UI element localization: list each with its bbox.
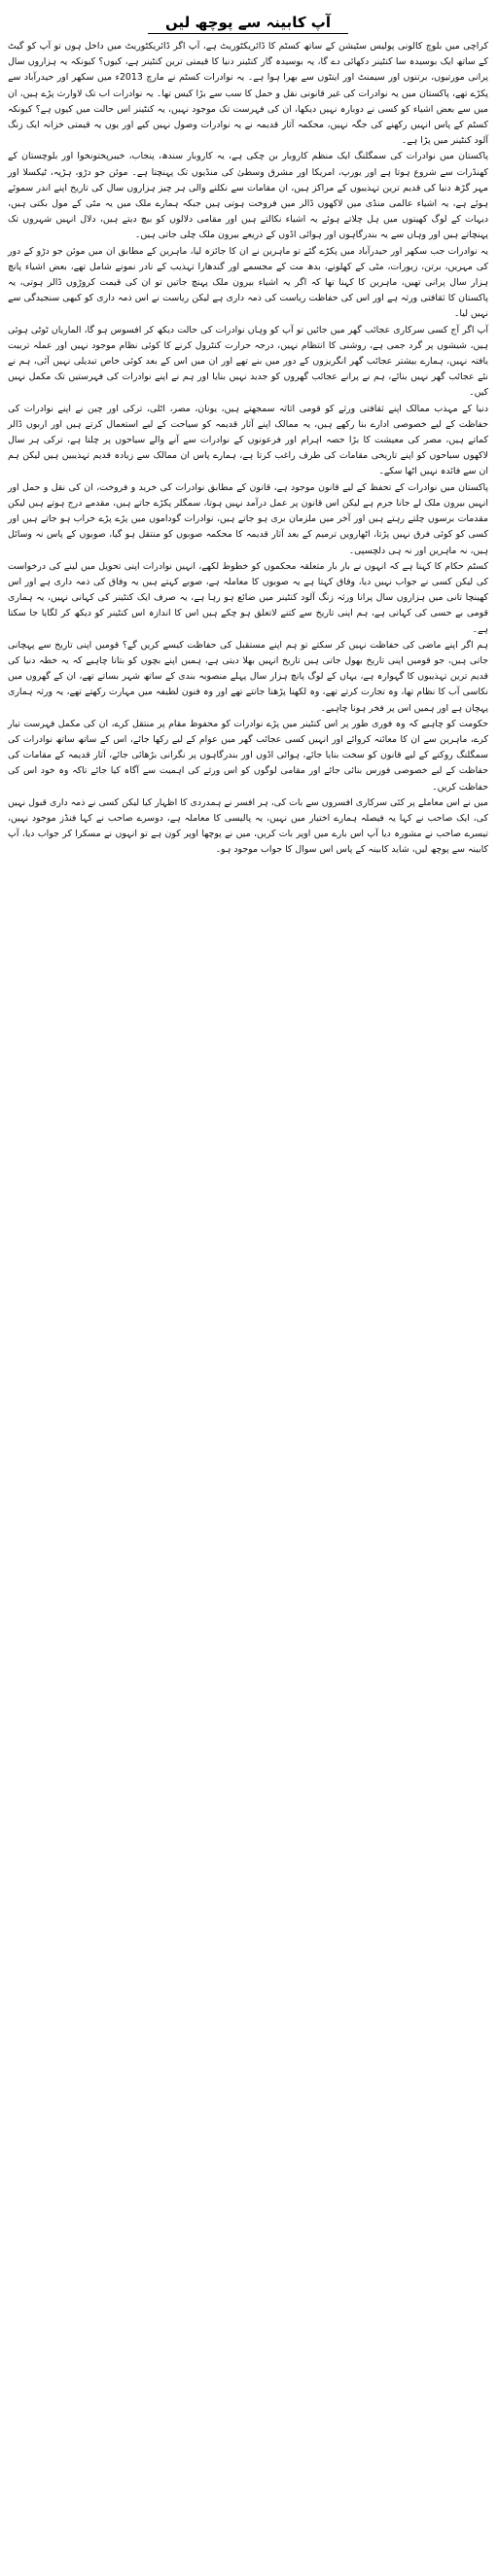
- article-paragraph: آپ اگر آج کسی سرکاری عجائب گھر میں جائیں تو آپ کو وہاں نوادرات کی حالت دیکھ کر افسوس ہو گا، الماریاں ٹوٹی ہوئی ہیں، شیشوں پر گرد جمی ہے، روشنی کا انتظام نہیں، درجہ حرارت کنٹرول کرنے کا کوئی نظام موجود نہیں اور عملہ تربیت یافتہ نہیں، ہمارے بیشتر عجائب گھر انگریزوں کے دور میں بنے تھے اور ان میں اس کے بعد کوئی خاص تبدیلی نہیں آئی، ہم نے نئے عجائب گھر نہیں بنائے، ہم نے پرانے عجائب گھروں کو جدید نہیں بنایا اور ہم نے اپنے نوادرات کی فہرستیں تک مکمل نہیں کیں۔: [8, 324, 488, 399]
- article-paragraph: کراچی میں بلوچ کالونی پولیس سٹیشن کے ساتھ کسٹم کا ڈائریکٹوریٹ ہے، آپ اگر ڈائریکٹوریٹ میں داخل ہوں تو آپ کو گیٹ کے ساتھ ایک بوسیدہ سا کنٹینر دکھائی دے گا، یہ بوسیدہ گار کنٹینر دنیا کا قیمتی ترین کنٹینر ہے، کیوں؟ کیونکہ یہ ہزاروں سال پرانی مورتیوں، برتنوں اور سیمنٹ اور اینٹوں سے بھرا ہوا ہے۔ یہ نوادرات کسٹم نے مارچ 2013ء میں سکھر اور حیدرآباد سے پکڑے تھے، پاکستان میں یہ نوادرات کی غیر قانونی نقل و حمل کا سب سے بڑا کیس تھا۔ یہ نوادرات اب تک لاوارث پڑے ہیں، ان میں سے بعض اشیاء کو کسی نے دوبارہ نہیں دیکھا، ان کی فہرست تک موجود نہیں، یہ کنٹینر اس حالت میں کیوں ہے؟ کیونکہ کسٹم کے پاس انہیں رکھنے کی جگہ نہیں، محکمہ آثار قدیمہ نے یہ نوادرات وصول نہیں کیے اور یوں یہ قیمتی خزانہ ایک زنگ آلود کنٹینر میں پڑا ہے۔: [8, 41, 488, 147]
- article-paragraph: یہ نوادرات جب سکھر اور حیدرآباد میں پکڑے گئے تو ماہرین نے ان کا جائزہ لیا، ماہرین کے مطابق ان میں موئن جو دڑو کے دور کی مہریں، برتن، زیورات، مٹی کے کھلونے، بدھ مت کے مجسمے اور گندھارا تہذیب کے نادر نمونے شامل تھے، بعض اشیاء پانچ ہزار سال پرانی تھیں، ماہرین کا کہنا تھا کہ اگر یہ اشیاء بیرون ملک پہنچ جاتیں تو ان کی قیمت کروڑوں ڈالر ہوتی، یہ پاکستان کا ثقافتی ورثہ ہے اور اس کی حفاظت ریاست کی ذمہ داری ہے لیکن ریاست نے اس ذمہ داری کو کبھی سنجیدگی سے نہیں لیا۔: [8, 245, 488, 320]
- article-paragraph: پاکستان میں نوادرات کی سمگلنگ ایک منظم کاروبار بن چکی ہے، یہ کاروبار سندھ، پنجاب، خیبرپختونخوا اور بلوچستان کے کھنڈرات سے شروع ہوتا ہے اور یورپ، امریکا اور مشرق وسطیٰ کی منڈیوں تک پہنچتا ہے۔ موئن جو دڑو، ہڑپہ، ٹیکسلا اور مہر گڑھ دنیا کی قدیم ترین تہذیبوں کے مراکز ہیں، ان مقامات سے نکلنے والی ہر چیز ہزاروں سال کی تاریخ اپنے اندر سموئے ہوئے ہے، یہ اشیاء عالمی منڈی میں لاکھوں ڈالر میں فروخت ہوتی ہیں جبکہ ہمارے ملک میں یہ مٹی کے مول بکتی ہیں، دیہات کے لوگ کھیتوں میں ہل چلاتے ہوئے یہ اشیاء نکالتے ہیں اور مقامی دلالوں کو بیچ دیتے ہیں، دلال انہیں شہروں تک پہنچاتے ہیں اور وہاں سے یہ بندرگاہوں اور ہوائی اڈوں کے ذریعے بیرون ملک چلی جاتی ہیں۔: [8, 151, 488, 241]
- article-paragraph: پاکستان میں نوادرات کے تحفظ کے لیے قانون موجود ہے، قانون کے مطابق نوادرات کی خرید و فروخت، ان کی نقل و حمل اور انہیں بیرون ملک لے جانا جرم ہے لیکن اس قانون پر عمل درآمد نہیں ہوتا، سمگلر پکڑے جاتے ہیں، مقدمے درج ہوتے ہیں لیکن مقدمات برسوں چلتے رہتے ہیں اور آخر میں ملزمان بری ہو جاتے ہیں، نوادرات گوداموں میں پڑے پڑے خراب ہو جاتے ہیں اور کسی کو کوئی فرق نہیں پڑتا، اٹھارویں ترمیم کے بعد آثار قدیمہ کا محکمہ صوبوں کو منتقل ہو گیا، صوبوں کے پاس نہ وسائل ہیں، نہ ماہرین اور نہ ہی دلچسپی۔: [8, 481, 488, 556]
- article-paragraph: حکومت کو چاہیے کہ وہ فوری طور پر اس کنٹینر میں پڑے نوادرات کو محفوظ مقام پر منتقل کرے، ان کی مکمل فہرست تیار کرے، ماہرین سے ان کا معائنہ کروائے اور انہیں کسی عجائب گھر میں عوام کے لیے رکھا جائے، اس کے ساتھ ساتھ نوادرات کی سمگلنگ روکنے کے لیے قانون کو سخت بنایا جائے، ہوائی اڈوں اور بندرگاہوں پر نگرانی بڑھائی جائے، آثار قدیمہ کے مقامات کی حفاظت کے لیے خصوصی فورس بنائی جائے اور مقامی لوگوں کو اس ورثے کی اہمیت سے آگاہ کیا جائے تاکہ وہ خود اس کی حفاظت کریں۔: [8, 718, 488, 793]
- article-paragraph: میں نے اس معاملے پر کئی سرکاری افسروں سے بات کی، ہر افسر نے ہمدردی کا اظہار کیا لیکن کسی نے ذمہ داری قبول نہیں کی، ایک صاحب نے کہا یہ فیصلہ ہمارے اختیار میں نہیں، یہ پالیسی کا معاملہ ہے، دوسرے صاحب نے کہا فنڈز موجود نہیں، تیسرے صاحب نے مشورہ دیا آپ اس بارے میں اوپر بات کریں، میں نے پوچھا اوپر کون ہے تو انہوں نے مسکرا کر جواب دیا، آپ کابینہ سے پوچھ لیں، شاید کابینہ کے پاس اس سوال کا جواب موجود ہو۔: [8, 796, 488, 856]
- article-paragraph: ہم اگر اپنے ماضی کی حفاظت نہیں کر سکتے تو ہم اپنے مستقبل کی حفاظت کیسے کریں گے؟ قومیں اپنی تاریخ سے پہچانی جاتی ہیں، جو قومیں اپنی تاریخ بھول جاتی ہیں تاریخ انہیں بھلا دیتی ہے، ہمیں اپنے بچوں کو بتانا چاہیے کہ یہ خطہ دنیا کی قدیم ترین تہذیبوں کا گہوارہ ہے، یہاں کے لوگ پانچ ہزار سال پہلے منصوبہ بندی کے ساتھ شہر بساتے تھے، ان کے گھروں میں نکاسی آب کا نظام تھا، وہ تجارت کرتے تھے، وہ لکھنا پڑھنا جانتے تھے اور وہ فنون لطیفہ میں مہارت رکھتے تھے، یہ ورثہ ہماری پہچان ہے اور ہمیں اس پر فخر ہونا چاہیے۔: [8, 639, 488, 714]
- article-paragraph: دنیا کے مہذب ممالک اپنے ثقافتی ورثے کو قومی اثاثہ سمجھتے ہیں، یونان، مصر، اٹلی، ترکی اور چین نے اپنے نوادرات کی حفاظت کے لیے خصوصی ادارے بنا رکھے ہیں، یہ ممالک اپنے آثار قدیمہ کو سیاحت کے لیے استعمال کرتے ہیں اور اربوں ڈالر کماتے ہیں، مصر کی معیشت کا بڑا حصہ اہرام اور فرعونوں کے نوادرات سے آنے والے سیاحوں پر چلتا ہے، ترکی ہر سال لاکھوں سیاحوں کو اپنے تاریخی مقامات کی طرف راغب کرتا ہے، ہمارے پاس ان ممالک سے زیادہ قدیم تہذیبیں ہیں لیکن ہم ان سے فائدہ نہیں اٹھا سکے۔: [8, 403, 488, 477]
- article-paragraph: کسٹم حکام کا کہنا ہے کہ انہوں نے بار بار متعلقہ محکموں کو خطوط لکھے، انہیں نوادرات اپنی تحویل میں لینے کی درخواست کی لیکن کسی نے جواب نہیں دیا، وفاق کہتا ہے یہ صوبوں کا معاملہ ہے، صوبے کہتے ہیں یہ وفاق کی ذمہ داری ہے اور اس کھینچا تانی میں ہزاروں سال پرانا ورثہ زنگ آلود کنٹینر میں ضائع ہو رہا ہے، یہ صرف ایک کنٹینر کی کہانی نہیں، یہ ہماری قومی بے حسی کی کہانی ہے، ہم اپنی تاریخ سے کتنے لاتعلق ہو چکے ہیں اس کا اندازہ اس کنٹینر کو دیکھ کر لگایا جا سکتا ہے۔: [8, 560, 488, 635]
- article-body: [8, 39, 488, 859]
- article-title: آپ کابینہ سے پوچھ لیں: [148, 12, 348, 34]
- title-row: [8, 6, 488, 39]
